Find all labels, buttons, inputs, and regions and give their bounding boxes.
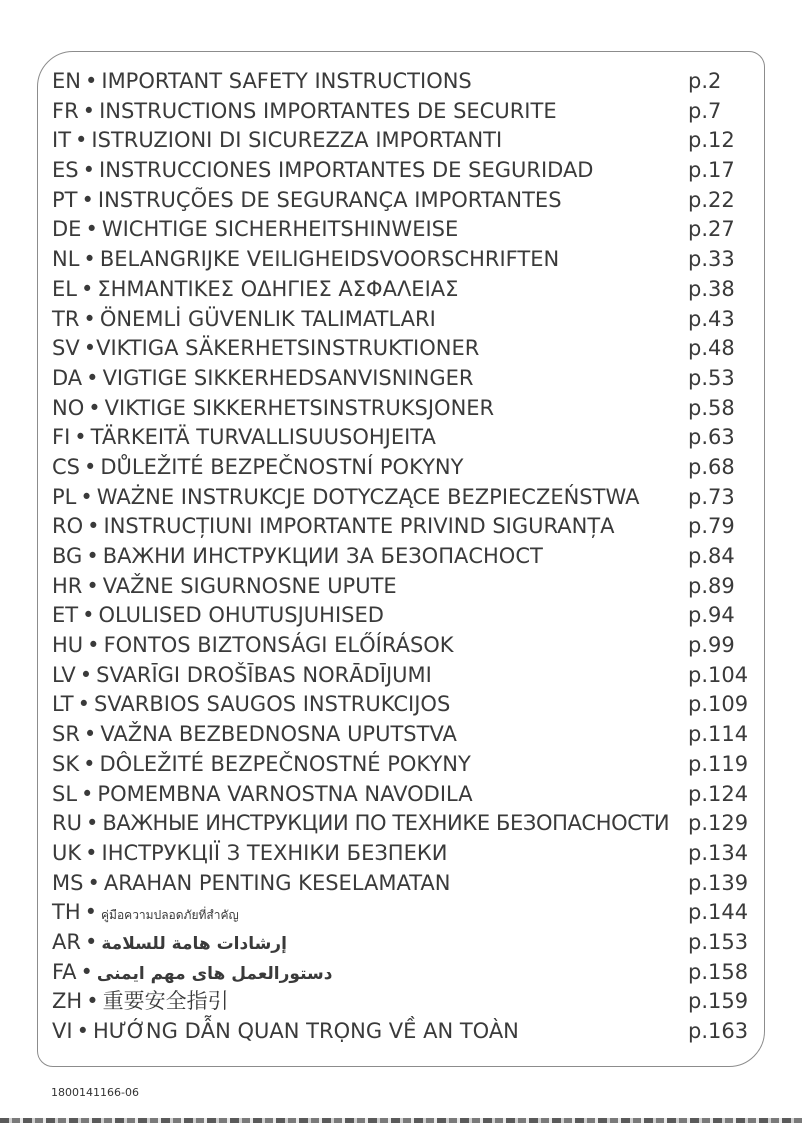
bullet-separator: •: [87, 870, 100, 895]
bullet-separator: •: [86, 989, 99, 1014]
page-ref: p.114: [688, 722, 749, 747]
index-row-hr[interactable]: [52, 572, 752, 602]
language-code: DA: [52, 365, 83, 390]
section-title: INSTRUCCIONES IMPORTANTES DE SEGURIDAD: [99, 158, 594, 183]
section-title: ВАЖНИ ИНСТРУКЦИИ ЗА БЕЗОПАСНОСТ: [102, 544, 543, 568]
page-ref: p.159: [688, 989, 749, 1014]
bullet-separator: •: [82, 158, 95, 183]
language-code: HR: [52, 573, 83, 598]
bullet-separator: •: [86, 365, 99, 390]
page-ref: p.144: [688, 900, 749, 925]
page-ref: p.139: [688, 870, 749, 895]
section-title: ISTRUZIONI DI SICUREZZA IMPORTANTI: [91, 128, 503, 153]
index-row-no[interactable]: [52, 394, 752, 424]
page-ref: p.99: [688, 633, 735, 658]
bullet-separator: •: [79, 662, 93, 687]
bullet-separator: •: [76, 1019, 89, 1043]
page-ref: p.53: [688, 365, 735, 390]
section-title: 重要安全指引: [102, 989, 229, 1014]
section-title: دستورالعمل های مهم ایمنی: [96, 963, 333, 984]
language-code: MS: [52, 870, 84, 895]
index-row-ru[interactable]: [52, 809, 752, 839]
section-title: POMEMBNA VARNOSTNA NAVODILA: [97, 781, 473, 806]
bullet-separator: •: [80, 959, 93, 984]
bullet-separator: •: [82, 98, 96, 123]
page-ref: p.68: [688, 454, 735, 479]
section-title: ARAHAN PENTING KESELAMATAN: [103, 870, 451, 895]
section-title: IMPORTANT SAFETY INSTRUCTIONS: [101, 69, 472, 93]
bullet-separator: •: [83, 722, 97, 747]
index-row-sv[interactable]: [52, 334, 752, 364]
bullet-separator: •: [75, 128, 88, 153]
language-code: FA: [52, 959, 77, 984]
index-row-it[interactable]: [52, 126, 752, 156]
index-row-en[interactable]: [52, 67, 752, 97]
page-ref: p.7: [688, 98, 722, 123]
bullet-separator: •: [86, 573, 99, 598]
language-code: FI: [52, 425, 71, 450]
language-code: VI: [52, 1019, 73, 1043]
page-ref: p.63: [688, 425, 735, 450]
section-title: INSTRUCTIONS IMPORTANTES DE SECURITE: [99, 98, 557, 123]
language-code: EN: [52, 69, 81, 93]
language-code: ET: [52, 603, 79, 628]
index-row-nl[interactable]: [52, 245, 752, 275]
language-code: IT: [52, 128, 72, 153]
scan-edge-artifact: [0, 1118, 802, 1123]
bullet-separator: •: [85, 811, 99, 836]
index-row-lv[interactable]: [52, 661, 752, 691]
index-row-hu[interactable]: [52, 631, 752, 661]
language-code: SK: [52, 751, 80, 776]
section-title: คู่มือความปลอดภัยที่สำคัญ: [101, 908, 239, 923]
page-ref: p.84: [688, 544, 735, 568]
language-code: ZH: [52, 989, 83, 1014]
language-index: [52, 67, 752, 1047]
section-title: BELANGRIJKE VEILIGHEIDSVOORSCHRIFTEN: [99, 247, 560, 272]
bullet-separator: •: [84, 69, 98, 93]
section-title: DÔLEŽITÉ BEZPEČNOSTNÉ POKYNY: [99, 751, 471, 776]
section-title: OLULISED OHUTUSJUHISED: [98, 603, 384, 628]
language-code: EL: [52, 276, 77, 301]
index-row-sl[interactable]: [52, 780, 752, 810]
index-row-pl[interactable]: [52, 483, 752, 513]
bullet-separator: •: [83, 247, 96, 272]
language-code: TH: [52, 900, 81, 925]
page-ref: p.79: [688, 514, 735, 539]
bullet-separator: •: [87, 633, 100, 658]
bullet-separator: •: [87, 514, 100, 539]
index-row-el[interactable]: [52, 275, 752, 305]
language-code: NL: [52, 247, 80, 272]
section-title: WAŻNE INSTRUKCJE DOTYCZĄCE BEZPIECZEŃSTWA: [96, 484, 640, 509]
section-title: DŮLEŽITÉ BEZPEČNOSTNÍ POKYNY: [100, 454, 464, 479]
index-row-pt[interactable]: [52, 186, 752, 216]
page-ref: p.73: [688, 484, 735, 509]
section-title: VAŽNA BEZBEDNOSNA UPUTSTVA: [100, 722, 457, 747]
index-row-lt[interactable]: [52, 690, 752, 720]
index-row-et[interactable]: [52, 601, 752, 631]
language-code: SL: [52, 781, 78, 806]
language-code: DE: [52, 217, 82, 242]
language-code: FR: [52, 98, 79, 123]
page-ref: p.12: [688, 128, 735, 153]
page-ref: p.58: [688, 395, 735, 420]
section-title: FONTOS BIZTONSÁGI ELŐÍRÁSOK: [103, 633, 454, 658]
bullet-separator: •: [83, 306, 96, 331]
page-ref: p.109: [688, 692, 749, 717]
bullet-separator: •: [83, 751, 96, 776]
language-code: HU: [52, 633, 84, 658]
bullet-separator: •: [84, 454, 97, 479]
language-code: SV: [52, 336, 80, 361]
page-ref: p.134: [688, 840, 749, 865]
index-row-tr[interactable]: [52, 305, 752, 335]
page-ref: p.104: [688, 662, 749, 687]
index-row-fa[interactable]: [52, 958, 752, 988]
page-ref: p.33: [688, 247, 735, 272]
section-title: ΣΗΜΑΝΤΙΚΕΣ ΟΔΗΓΙΕΣ ΑΣΦΑΛΕΙΑΣ: [97, 276, 459, 301]
section-title: VIKTIGE SIKKERHETSINSTRUKSJONER: [104, 395, 495, 420]
page-ref: p.124: [688, 781, 749, 806]
page-ref: p.89: [688, 573, 735, 598]
page-ref: p.163: [688, 1019, 749, 1043]
section-title: VIKTIGA SÄKERHETSINSTRUKTIONER: [96, 336, 480, 361]
section-title: TÄRKEITÄ TURVALLISUUSOHJEITA: [90, 425, 436, 450]
index-row-zh[interactable]: [52, 987, 752, 1017]
bullet-separator: •: [80, 276, 94, 301]
index-row-es[interactable]: [52, 156, 752, 186]
page-ref: p.119: [688, 751, 749, 776]
bullet-separator: •: [84, 929, 98, 954]
bullet-separator: •: [80, 484, 93, 509]
document-code: 1800141166-06: [51, 1086, 139, 1099]
bullet-separator: •: [74, 425, 87, 450]
language-code: BG: [52, 544, 83, 568]
index-row-da[interactable]: [52, 364, 752, 394]
language-code: RU: [52, 811, 82, 836]
bullet-separator: •: [86, 544, 99, 568]
language-code: UK: [52, 840, 82, 865]
page-ref: p.2: [688, 69, 722, 93]
page-ref: p.17: [688, 158, 735, 183]
index-row-cs[interactable]: [52, 453, 752, 483]
section-title: INSTRUÇÕES DE SEGURANÇA IMPORTANTES: [97, 187, 562, 212]
bullet-separator: •: [88, 395, 101, 420]
index-row-vi[interactable]: [52, 1017, 752, 1047]
index-row-bg[interactable]: [52, 542, 752, 572]
language-code: SR: [52, 722, 80, 747]
section-title: VAŽNE SIGURNOSNE UPUTE: [102, 573, 397, 598]
page-ref: p.27: [688, 217, 735, 242]
section-title: VIGTIGE SIKKERHEDSANVISNINGER: [102, 365, 474, 390]
bullet-separator: •: [85, 840, 98, 865]
index-row-fi[interactable]: [52, 423, 752, 453]
section-title: SVARĪGI DROŠĪBAS NORĀDĪJUMI: [96, 662, 432, 687]
language-code: NO: [52, 395, 85, 420]
section-title: ІНСТРУКЦІЇ З ТЕХНІКИ БЕЗПЕКИ: [101, 840, 448, 865]
index-row-de[interactable]: [52, 215, 752, 245]
section-title: إرشادات هامة للسلامة: [101, 933, 287, 954]
page-ref: p.43: [688, 306, 735, 331]
bullet-separator: •: [84, 900, 98, 925]
section-title: WICHTIGE SICHERHEITSHINWEISE: [101, 217, 459, 242]
language-code: RO: [52, 514, 84, 539]
page-ref: p.158: [688, 959, 749, 984]
bullet-separator: •: [85, 217, 98, 242]
bullet-separator: •: [83, 336, 97, 361]
language-code: LT: [52, 692, 74, 717]
section-title: ÖNEMLİ GÜVENLIK TALIMATLARI: [99, 306, 436, 331]
index-row-ro[interactable]: [52, 512, 752, 542]
index-row-sk[interactable]: [52, 750, 752, 780]
index-row-uk[interactable]: [52, 839, 752, 869]
section-title: ВАЖНЫЕ ИНСТРУКЦИИ ПО ТЕХНИКЕ БЕЗОПАСНОСТИ: [102, 811, 670, 836]
index-row-ms[interactable]: [52, 869, 752, 899]
language-code: TR: [52, 306, 80, 331]
page-ref: p.153: [688, 929, 749, 954]
section-title: INSTRUCȚIUNI IMPORTANTE PRIVIND SIGURANȚA: [103, 514, 615, 539]
page-ref: p.129: [688, 811, 749, 836]
language-code: AR: [52, 929, 81, 954]
language-code: ES: [52, 158, 79, 183]
section-title: HƯỚNG DẪN QUAN TRỌNG VỀ AN TOÀN: [92, 1019, 519, 1043]
bullet-separator: •: [77, 692, 91, 717]
index-row-th[interactable]: [52, 898, 752, 928]
bullet-separator: •: [81, 187, 94, 212]
language-code: PT: [52, 187, 78, 212]
section-title: SVARBIOS SAUGOS INSTRUKCIJOS: [94, 692, 451, 717]
page-ref: p.22: [688, 187, 735, 212]
index-row-ar[interactable]: [52, 928, 752, 958]
language-code: PL: [52, 484, 77, 509]
index-row-fr[interactable]: [52, 97, 752, 127]
page-ref: p.38: [688, 276, 735, 301]
page-ref: p.48: [688, 336, 735, 361]
page-ref: p.94: [688, 603, 735, 628]
bullet-separator: •: [82, 603, 95, 628]
bullet-separator: •: [81, 781, 94, 806]
language-code: CS: [52, 454, 80, 479]
index-row-sr[interactable]: [52, 720, 752, 750]
language-code: LV: [52, 662, 76, 687]
